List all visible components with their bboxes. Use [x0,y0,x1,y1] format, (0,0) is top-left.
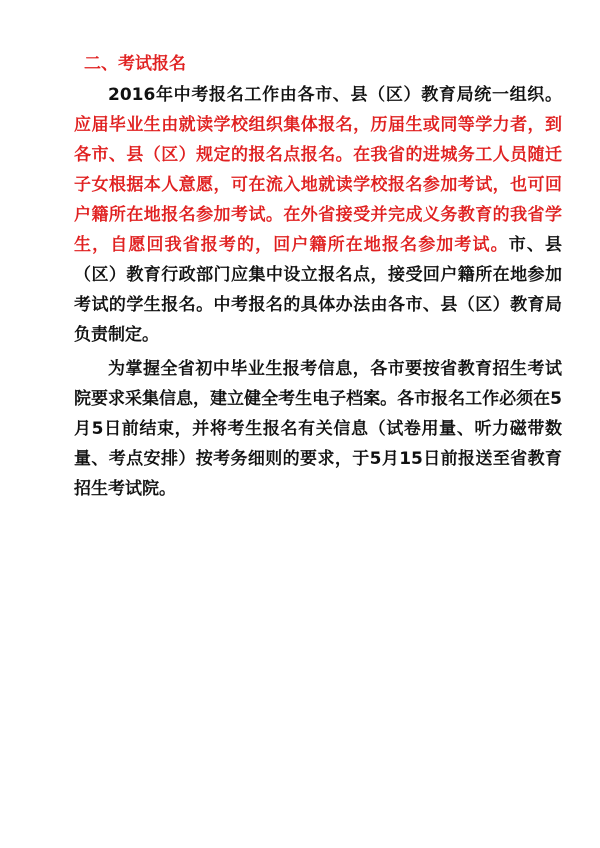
document-body [74,48,562,504]
section-heading: 二、考试报名 [84,54,186,74]
paragraph-registration [74,80,562,350]
paragraph-registration-highlight: 应届毕业生由就读学校组织集体报名，历届生或同等学力者，到各市、县（区）规定的报名点报名。在我省的进城务工人员随迁子女根据本人意愿，可在流入地就读学校报名参加考试，也可回户籍所在地报名参加考试。在外省接受并完成义务教育的我省学生，自愿回我省报考的，回户籍所在地报名参加考试。 [74,115,562,255]
paragraph-registration-intro: 2016年中考报名工作由各市、县（区）教育局统一组织。 [108,85,562,105]
paragraph-registration-closing: 市、县（区）教育行政部门应集中设立报名点，接受回户籍所在地参加考试的学生报名。中考报名的具体办法由各市、县（区）教育局负责制定。 [74,235,563,345]
paragraph-information-collection: 为掌握全省初中毕业生报考信息，各市要按省教育招生考试院要求采集信息，建立健全考生电子档案。各市报名工作必须在5月5日前结束，并将考生报名有关信息（试卷用量、听力磁带数量、考点安排）按考务细则的要求，于5月15日前报送至省教育招生考试院。 [74,359,562,499]
